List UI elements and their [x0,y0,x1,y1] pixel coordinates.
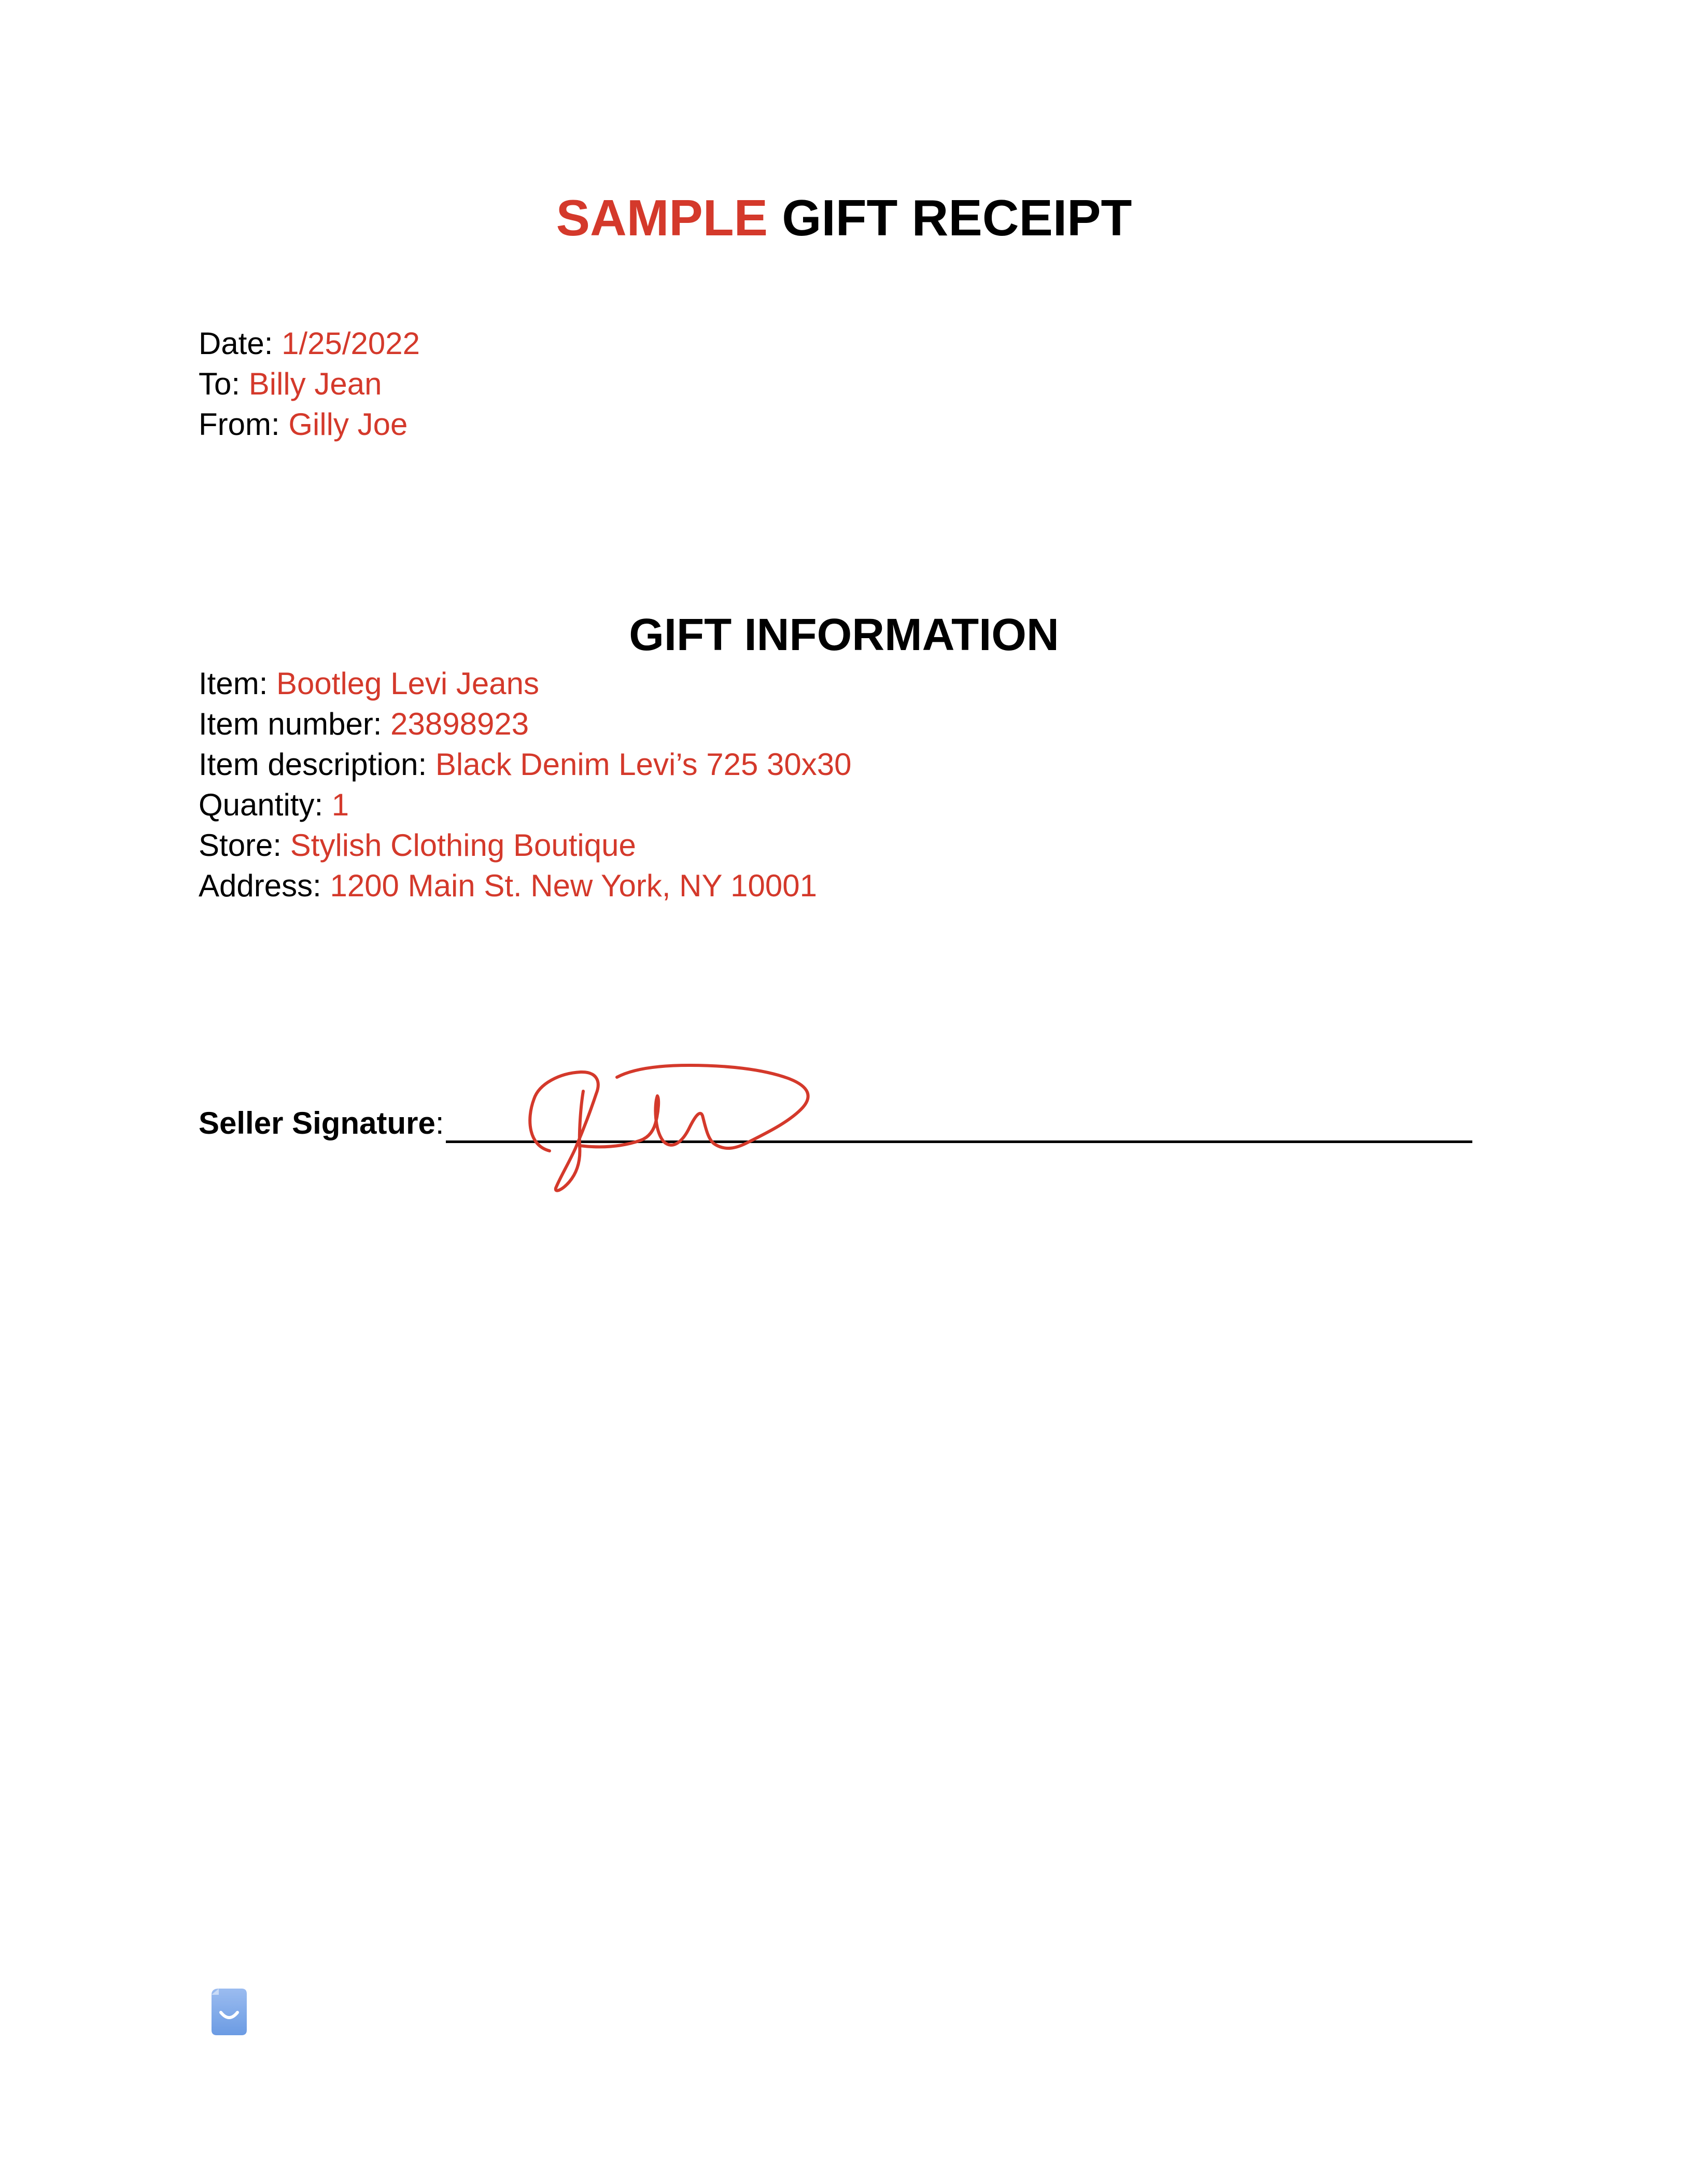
field-value: Stylish Clothing Boutique [290,828,636,863]
handwritten-signature [518,1042,892,1192]
from-field [199,404,420,445]
field-label: Store: [199,828,290,863]
signature-row [199,1103,444,1144]
document-title [0,187,1688,249]
signature-label: Seller Signature [199,1106,435,1140]
quantity-field [199,785,852,825]
field-value: Billy Jean [248,367,382,401]
field-value: 23898923 [390,707,529,741]
item-number-field [199,704,852,744]
store-field [199,825,852,866]
document-logo-icon [207,1985,249,2037]
field-label: Item description: [199,747,435,782]
field-value: Bootleg Levi Jeans [276,666,540,701]
title-rest: GIFT RECEIPT [782,189,1132,246]
field-value: Gilly Joe [288,407,408,442]
address-field [199,866,852,906]
field-value: 1200 Main St. New York, NY 10001 [330,868,817,903]
date-field [199,323,420,364]
field-label: Item: [199,666,277,701]
to-field [199,364,420,404]
field-label: Item number: [199,707,391,741]
item-description-field [199,744,852,785]
signature-separator: : [435,1106,444,1140]
field-label: Quantity: [199,787,332,822]
gift-fields [199,664,852,906]
item-field [199,664,852,704]
field-label: To: [199,367,249,401]
section-heading: GIFT INFORMATION [629,610,1059,660]
field-label: Date: [199,326,282,361]
field-value: 1/25/2022 [282,326,420,361]
field-value: Black Denim Levi’s 725 30x30 [435,747,852,782]
field-label: From: [199,407,289,442]
header-fields [199,323,420,445]
field-value: 1 [331,787,349,822]
field-label: Address: [199,868,330,903]
title-accent-word: SAMPLE [556,189,768,246]
